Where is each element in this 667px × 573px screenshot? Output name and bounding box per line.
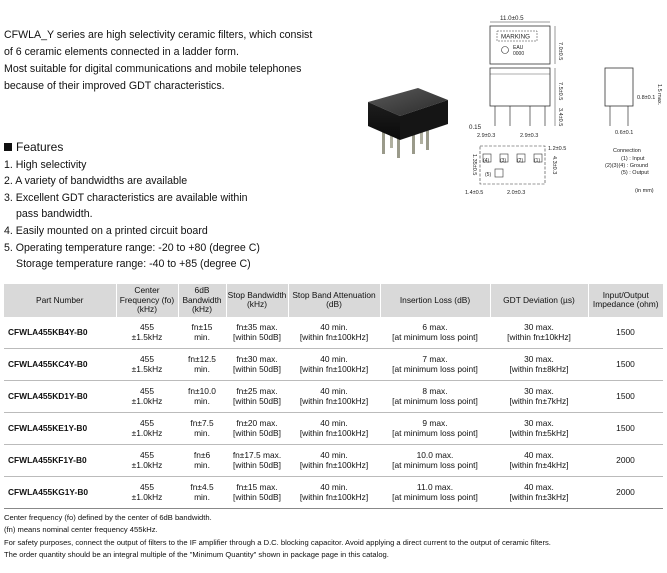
dim-side-lead: 0.8±0.1 [637, 95, 656, 101]
table-row [4, 476, 663, 508]
fo-cell [116, 348, 178, 380]
cell-line: 40 min. [320, 353, 348, 364]
cell-line: 6 max. [422, 321, 448, 332]
cell-line: min. [194, 460, 210, 470]
dimension-drawing [455, 4, 667, 224]
cell-line: 7 max. [422, 353, 448, 364]
column-header: Part Number [4, 284, 116, 317]
cell-line: 455 [140, 385, 154, 396]
gdt-cell [490, 348, 588, 380]
intro-paragraph-2: Most suitable for digital communications and mobile telephones because of their improved GDT characteristics. [4, 63, 302, 92]
features-list [4, 157, 334, 273]
dim-pitch-right: 2.9±0.3 [520, 133, 539, 139]
table-body [4, 317, 663, 509]
cell-line: 10.0 max. [416, 449, 454, 460]
stop-bw-cell [226, 348, 288, 380]
dim-row-right: 4.3±0.3 [551, 156, 557, 175]
part-number-cell: CFWLA455KB4Y-B0 [4, 317, 116, 349]
column-header: Stop Bandwidth (kHz) [226, 284, 288, 317]
feature-item [4, 223, 334, 240]
feature-text: 2. A variety of bandwidths are available [4, 175, 188, 188]
cell-line: ±1.5kHz [131, 364, 163, 374]
cell-line: 40 min. [320, 321, 348, 332]
cell-line: [within fn±5kHz] [509, 428, 569, 438]
part-number-cell: CFWLA455KC4Y-B0 [4, 348, 116, 380]
gdt-cell [490, 476, 588, 508]
part-number-cell: CFWLA455KD1Y-B0 [4, 380, 116, 412]
loss-cell [380, 444, 490, 476]
dim-pad: 1.2±0.5 [548, 146, 567, 152]
cell-line: fn±7.5 [190, 417, 214, 428]
impedance-cell: 2000 [588, 444, 663, 476]
cell-line: 455 [140, 417, 154, 428]
cell-line: fn±30 max. [236, 353, 278, 364]
cell-line: min. [194, 364, 210, 374]
dim-lead: 3.4±0.5 [557, 108, 563, 127]
cell-line: 30 max. [524, 321, 554, 332]
table-header-row [4, 284, 663, 317]
stop-bw-cell [226, 476, 288, 508]
cell-line: fn±6 [193, 449, 211, 460]
loss-cell [380, 348, 490, 380]
dim-side-height: 1.5 max. [656, 84, 662, 106]
part-number-cell: CFWLA455KF1Y-B0 [4, 444, 116, 476]
impedance-cell: 1500 [588, 380, 663, 412]
cell-line: 40 max. [524, 481, 554, 492]
feature-text: 4. Easily mounted on a printed circuit board [4, 224, 208, 237]
intro-paragraph-1: CFWLA_Y series are high selectivity ceramic filters, which consist of 6 ceramic elements connected in a ladder form. [4, 29, 313, 58]
notes-section [4, 512, 664, 561]
fo-cell [116, 444, 178, 476]
note-2: (fn) means nominal center frequency 455kHz. [4, 525, 158, 535]
fo-cell [116, 380, 178, 412]
dim-pin-thick: 0.15 [469, 124, 482, 131]
gdt-cell [490, 380, 588, 412]
stop-bw-cell [226, 444, 288, 476]
cell-line: [at minimum loss point] [392, 492, 478, 502]
bw6-cell [178, 412, 226, 444]
pin-label-1: (1) [534, 158, 541, 164]
column-header: Stop Band Attenuation (dB) [288, 284, 380, 317]
cell-line: [within 50dB] [233, 428, 281, 438]
cell-line: 30 max. [524, 353, 554, 364]
cell-line: fn±35 max. [236, 321, 278, 332]
cell-line: 40 min. [320, 385, 348, 396]
column-header: Input/Output Impedance (ohm) [588, 284, 663, 317]
dim-height-body: 7.5±0.5 [557, 82, 563, 101]
table-row [4, 444, 663, 476]
part-number-cell: CFWLA455KE1Y-B0 [4, 412, 116, 444]
features-section [4, 139, 334, 273]
cell-line: fn±12.5 [188, 353, 216, 364]
bw6-cell [178, 476, 226, 508]
cell-line: min. [194, 332, 210, 342]
marking-code: EAU [513, 45, 524, 51]
cell-line: [within fn±7kHz] [509, 396, 569, 406]
feature-item [4, 157, 334, 174]
cell-line: [within 50dB] [233, 492, 281, 502]
feature-item [4, 190, 334, 223]
part-number-cell: CFWLA455KG1Y-B0 [4, 476, 116, 508]
cell-line: [within fn±10kHz] [507, 332, 571, 342]
cell-line: 40 max. [524, 449, 554, 460]
cell-line: [within 50dB] [233, 332, 281, 342]
cell-line: [within 50dB] [233, 460, 281, 470]
feature-subtext: Storage temperature range: -40 to +85 (degree C) [16, 258, 251, 271]
connection-ground: (2)(3)(4) : Ground [605, 163, 649, 169]
cell-line: 30 max. [524, 385, 554, 396]
cell-line: [at minimum loss point] [392, 364, 478, 374]
cell-line: 40 min. [320, 417, 348, 428]
bw6-cell [178, 444, 226, 476]
cell-line: [at minimum loss point] [392, 332, 478, 342]
cell-line: fn±15 [191, 321, 213, 332]
impedance-cell: 1500 [588, 348, 663, 380]
features-heading: Features [4, 139, 334, 156]
atten-cell [288, 444, 380, 476]
note-3: For safety purposes, connect the output of filters to the IF amplifier through a D.C. blocking capacitor. Avoid applying a direct current to the output of ceramic filters. [4, 537, 551, 547]
cell-line: [within fn±4kHz] [509, 460, 569, 470]
connection-title: Connection [613, 148, 641, 154]
bw6-cell [178, 380, 226, 412]
dim-width-label: 11.0±0.5 [500, 15, 524, 22]
cell-line: [at minimum loss point] [392, 428, 478, 438]
cell-line: fn±15 max. [236, 481, 278, 492]
spec-table [4, 284, 663, 509]
connection-output: (5) : Output [621, 170, 649, 176]
cell-line: 40 min. [320, 481, 348, 492]
column-header: Insertion Loss (dB) [380, 284, 490, 317]
cell-line: [within fn±100kHz] [299, 428, 369, 438]
impedance-cell: 1500 [588, 317, 663, 349]
column-header: Center Frequency (fo) (kHz) [116, 284, 178, 317]
bw6-cell [178, 348, 226, 380]
gdt-cell [490, 412, 588, 444]
pin-label-3: (3) [500, 158, 507, 164]
product-photo [360, 70, 455, 170]
cell-line: min. [194, 396, 210, 406]
cell-line: [within fn±100kHz] [299, 332, 369, 342]
dim-row-left: 1.35±0.5 [471, 154, 477, 176]
column-header: 6dB Bandwidth (kHz) [178, 284, 226, 317]
cell-line: 11.0 max. [416, 481, 454, 492]
fo-cell [116, 317, 178, 349]
dim-side-pitch: 0.6±0.1 [615, 130, 634, 136]
dim-bottom-right: 2.0±0.3 [507, 190, 526, 196]
cell-line: [within 50dB] [233, 396, 281, 406]
dim-pitch-left: 2.9±0.3 [477, 133, 496, 139]
fo-cell [116, 476, 178, 508]
feature-text: 3. Excellent GDT characteristics are available within [4, 191, 248, 204]
loss-cell [380, 412, 490, 444]
dim-bottom-left: 1.4±0.5 [465, 190, 484, 196]
cell-line: ±1.0kHz [131, 396, 163, 406]
cell-line: min. [194, 428, 210, 438]
pin-label-5: (5) [485, 172, 492, 178]
cell-line: [within 50dB] [233, 364, 281, 374]
impedance-cell: 2000 [588, 476, 663, 508]
column-header: GDT Deviation (µs) [490, 284, 588, 317]
cell-line: ±1.0kHz [131, 428, 163, 438]
loss-cell [380, 476, 490, 508]
cell-line: 455 [140, 481, 154, 492]
square-bullet-icon [4, 143, 12, 151]
feature-text: 5. Operating temperature range: -20 to +80 (degree C) [4, 241, 260, 254]
cell-line: [within fn±3kHz] [509, 492, 569, 502]
cell-line: ±1.5kHz [131, 332, 163, 342]
dim-height-top: 7.0±0.5 [557, 42, 563, 61]
table-row [4, 348, 663, 380]
stop-bw-cell [226, 380, 288, 412]
cell-line: [within fn±100kHz] [299, 396, 369, 406]
cell-line: ±1.0kHz [131, 460, 163, 470]
unit-label: (in mm) [635, 188, 654, 194]
cell-line: [at minimum loss point] [392, 460, 478, 470]
stop-bw-cell [226, 412, 288, 444]
atten-cell [288, 317, 380, 349]
cell-line: ±1.0kHz [131, 492, 163, 502]
intro-text [4, 27, 324, 95]
cell-line: [within fn±100kHz] [299, 364, 369, 374]
note-4: The order quantity should be an integral multiple of the "Minimum Quantity" shown in package page in this catalog. [4, 549, 389, 559]
cell-line: 30 max. [524, 417, 554, 428]
note-1: Center frequency (fo) defined by the center of 6dB bandwidth. [4, 513, 212, 522]
atten-cell [288, 412, 380, 444]
impedance-cell: 1500 [588, 412, 663, 444]
table-row [4, 412, 663, 444]
cell-line: [at minimum loss point] [392, 396, 478, 406]
cell-line: 8 max. [422, 385, 448, 396]
cell-line: [within fn±100kHz] [299, 492, 369, 502]
cell-line: fn±25 max. [236, 385, 278, 396]
cell-line: 455 [140, 449, 154, 460]
gdt-cell [490, 444, 588, 476]
atten-cell [288, 380, 380, 412]
table-row [4, 317, 663, 349]
feature-text: 1. High selectivity [4, 158, 87, 171]
cell-line: fn±17.5 max. [232, 449, 282, 460]
bw6-cell [178, 317, 226, 349]
feature-subtext: pass bandwidth. [16, 208, 93, 221]
table-row [4, 380, 663, 412]
cell-line: 9 max. [422, 417, 448, 428]
feature-item [4, 240, 334, 273]
connection-input: (1) : Input [621, 156, 645, 162]
fo-cell [116, 412, 178, 444]
cell-line: fn±20 max. [236, 417, 278, 428]
pin-label-4: (4) [483, 158, 490, 164]
cell-line: 40 min. [320, 449, 348, 460]
cell-line: min. [194, 492, 210, 502]
cell-line: 455 [140, 353, 154, 364]
cell-line: 455 [140, 321, 154, 332]
marking-code-2: 0000 [513, 51, 525, 57]
loss-cell [380, 380, 490, 412]
atten-cell [288, 348, 380, 380]
marking-logo-icon [502, 47, 509, 54]
feature-item [4, 173, 334, 190]
cell-line: [within fn±8kHz] [509, 364, 569, 374]
cell-line: fn±4.5 [190, 481, 214, 492]
loss-cell [380, 317, 490, 349]
cell-line: fn±10.0 [188, 385, 216, 396]
pin-label-2: (2) [517, 158, 524, 164]
atten-cell [288, 476, 380, 508]
cell-line: [within fn±100kHz] [299, 460, 369, 470]
marking-label: MARKING [501, 33, 530, 41]
gdt-cell [490, 317, 588, 349]
stop-bw-cell [226, 317, 288, 349]
